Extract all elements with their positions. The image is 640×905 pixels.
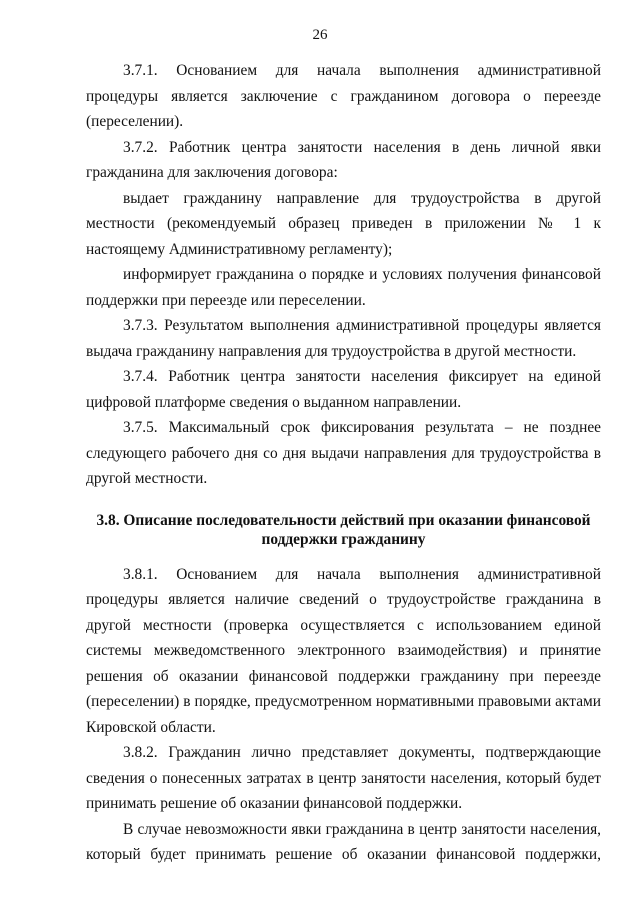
paragraph-continuation: В случае невозможности явки гражданина в центр занятости населения, который будет принимать решение об оказании финансовой поддержки, [86, 820, 601, 863]
paragraph-3-7-2-item-2: информирует гражданина о порядке и условиях получения финансовой поддержки при переезде или переселении. [86, 266, 601, 309]
paragraph-3-7-5: 3.7.5. Максимальный срок фиксирования результата – не позднее следующего рабочего дня со дня выдачи направления для трудоустройства в другой местности. [86, 419, 601, 487]
paragraph-3-7-2: 3.7.2. Работник центра занятости населения в день личной явки гражданина для заключения договора: [86, 138, 601, 181]
section-heading-3-8 [86, 511, 601, 549]
paragraph-3-8-1: 3.8.1. Основанием для начала выполнения административной процедуры является наличие сведений о трудоустройстве гражданина в другой местности (проверка осуществляется с использованием единой системы межведомственного электронного взаимодействия) и принятие решения об оказании финансовой поддержки гражданину при переезде (переселении) в порядке, предусмотренном нормативными правовыми актами Кировской области. [86, 565, 601, 736]
paragraph-3-7-3: 3.7.3. Результатом выполнения административной процедуры является выдача гражданину направления для трудоустройства в другой местности. [86, 317, 601, 360]
document-body [86, 58, 601, 868]
paragraph-3-7-4: 3.7.4. Работник центра занятости населения фиксирует на единой цифровой платформе сведения о выданном направлении. [86, 368, 601, 411]
paragraph-3-7-1: 3.7.1. Основанием для начала выполнения административной процедуры является заключение с гражданином договора о переезде (переселении). [86, 62, 601, 130]
section-heading-line-1: 3.8. Описание последовательности действий при оказании финансовой [96, 511, 591, 529]
paragraph-3-7-2-item-1: выдает гражданину направление для трудоустройства в другой местности (рекомендуемый образец приведен в приложении № 1 к настоящему Административному регламенту); [86, 189, 601, 258]
section-heading-line-2: поддержки гражданину [261, 530, 426, 548]
page-number: 26 [312, 27, 328, 43]
paragraph-3-8-2: 3.8.2. Гражданин лично представляет документы, подтверждающие сведения о понесенных затратах в центр занятости населения, который будет принимать решение об оказании финансовой поддержки. [86, 744, 601, 812]
